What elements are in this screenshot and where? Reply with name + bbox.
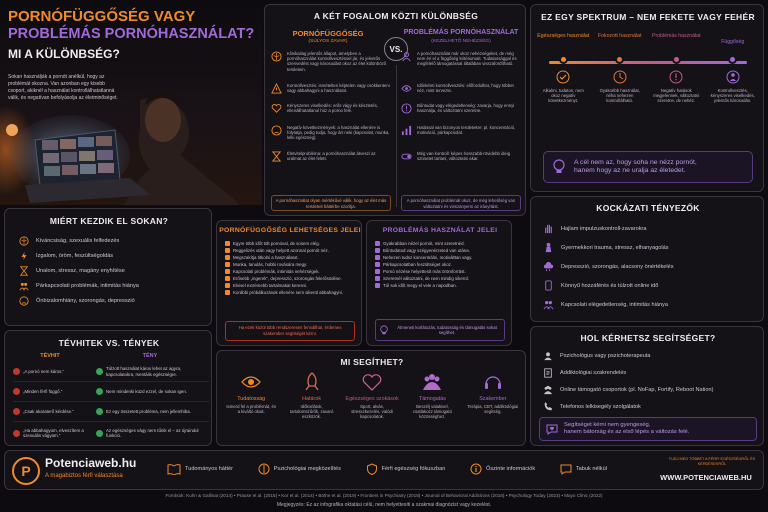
feature-item: Férfi egészség fókuszban	[366, 463, 446, 475]
help-item: Szakember Terápia, CBT, addiktológiai segítség.	[463, 371, 523, 420]
addiction-item: Negatív következmények: a használat ellenére is folytatja, pedig tudja, hogy árt neki (kapcsolat, munka, lelki egészség).	[271, 125, 391, 151]
help-item: Tudatosság Ismerd fel a problémát, és a kiváltó okait.	[221, 371, 281, 420]
brand-tagline: A magabiztos férfi választása	[45, 473, 123, 479]
divider	[396, 65, 397, 207]
sign-item: Szeretnél változtatni, de nem mindig sikerül.	[375, 275, 509, 282]
spectrum-stage: Függőség Kontrollvesztés, kényszeres viselkedés, jelentős károsodás.	[710, 39, 755, 104]
feature-item: Pszichológiai megközelítés	[258, 463, 341, 475]
sign-item: Bűntudatod vagy szégyenérzeted van utána.	[375, 247, 509, 254]
risk-panel	[530, 196, 764, 322]
footer-bar	[4, 450, 764, 490]
sources-line: Források: Kuhn & Gallinat (2014) • Prause et al. (2015) • Kor et al. (2014) • Böthe et al. (2019) • Frontiers in Psychiatry (2018) • Journal of Behavioral Addictions (2016) • Psychology Today (2023) • Mayo Clinic (2022)	[165, 493, 603, 498]
sign-item: Kapcsolati problémák, intimitás nehézségek.	[225, 268, 359, 275]
user-icon	[543, 351, 553, 361]
problem-item: Hatással van bizonyos területekre: pl. koncentráció, motiváció, párkapcsolat.	[401, 125, 521, 151]
help-quote-line1: Segítséget kérni nem gyengeség,	[564, 422, 651, 428]
footer-cta-url[interactable]: WWW.POTENCIAWEB.HU	[660, 473, 752, 482]
toggle-icon	[401, 151, 412, 162]
check-icon	[225, 262, 230, 267]
group-icon	[421, 371, 443, 393]
help-item: Egészséges szokások Sport, alvás, stresszkezelés, valódi kapcsolatok.	[342, 371, 402, 420]
problem-item: Még van kontroll: képes hosszabb-rövidebb ideig szünetet tartani, változtatni akar.	[401, 151, 521, 171]
svg-text:P: P	[21, 463, 31, 479]
why-panel	[4, 208, 212, 326]
stage-dot	[559, 55, 568, 64]
lightning-icon	[19, 251, 29, 261]
myth-row: „Ha abbahagyom, elveszítem a szexuális vágyam.” Az egészséges vágy nem tűnik el – az újraindul funkció.	[13, 422, 209, 444]
difference-title: A KÉT FOGALOM KÖZTI KÜLÖNBSÉG	[313, 11, 479, 21]
help-what-title: MI SEGÍTHET?	[340, 357, 404, 367]
sign-item: Elvisel extrémebb tartalmakat keresni.	[225, 282, 359, 289]
spectrum-stage: Problémás használat Negatív hatások megjelennek, változtatni szeretne, de nehéz.	[652, 33, 701, 104]
addiction-signs-note: Ha ezek közül több rendszeresen fennállhat, érdemes szakember segítségét kérni.	[225, 321, 355, 341]
feature-item: Tabuk nélkül	[560, 463, 607, 475]
couple-icon	[19, 281, 29, 291]
sign-item: Párkapcsolatban feszültséget okoz.	[375, 261, 509, 268]
phone-icon	[543, 280, 554, 291]
problem-items	[401, 51, 521, 171]
problem-signs-list	[375, 240, 509, 289]
check-icon	[375, 276, 380, 281]
brand-name[interactable]: Potenciaweb.hu	[45, 456, 137, 470]
why-item: Önbizalomhiány, szorongás, depresszió	[19, 293, 209, 308]
check-icon	[225, 241, 230, 246]
sad-face-icon	[19, 296, 29, 306]
check-icon	[225, 248, 230, 253]
problem-signs-note: Átmeneti korlátozás, tudatosság és támogatás sokat segíthet.	[397, 324, 497, 335]
headset-icon	[482, 371, 504, 393]
why-list	[19, 233, 209, 308]
clock-icon	[613, 70, 627, 84]
check-icon	[96, 408, 103, 415]
brain-icon	[271, 51, 282, 62]
lightbulb-icon	[379, 325, 389, 335]
check-icon	[556, 70, 570, 84]
addiction-signs-title: PORNÓFÜGGŐSÉG LEHETSÉGES JELEI	[219, 227, 361, 234]
help-where-title: HOL KÉRHETSZ SEGÍTSÉGET?	[580, 333, 716, 343]
hero	[0, 0, 262, 205]
check-icon	[96, 388, 103, 395]
risk-item: Gyermekkori trauma, stressz, elhanyagolás	[543, 238, 759, 257]
group-icon	[543, 385, 553, 395]
sign-item: Erősebb „ingerek”, depresszió, szorongás felerősödése.	[225, 275, 359, 282]
brain-icon	[19, 236, 29, 246]
help-where-item: Telefonos lelkisegély szolgálatok	[543, 398, 759, 415]
sign-item: Gyakrabban nézel pornót, mint szeretnéd.	[375, 240, 509, 247]
sign-item: Egyre több időt tölt pornóval, de sosem elég.	[225, 240, 359, 247]
addiction-item: Kontrollvesztés: ismételten képtelen vagy csökkenteni vagy abbahagyni a használatot.	[271, 83, 391, 103]
spectrum-stage: Egészséges használat Alkalmi, tudatos, nem okoz negatív következményt.	[537, 33, 590, 104]
cross-icon	[13, 388, 20, 395]
risk-list	[543, 219, 759, 314]
check-icon	[225, 255, 230, 260]
chat-heart-icon	[546, 423, 558, 435]
shield-icon	[366, 463, 378, 475]
footer-cta-small: TUDJ MEG TÖBBET A FÉRFI EGÉSZSÉGRŐL ÉS KÉRDÉSEKRŐL	[668, 457, 756, 466]
spectrum-stages	[535, 29, 761, 104]
problem-sub: (KEZELHETŐ NEHÉZSÉG)	[431, 39, 491, 44]
feature-item: Tudományos háttér	[167, 463, 233, 475]
addiction-heading: PORNÓFÜGGŐSÉG	[292, 29, 364, 38]
problem-item: Időnkénti kontrollvesztés: előfordulhat, hogy többet néz, mint tervezte.	[401, 83, 521, 103]
addiction-signs-list	[225, 240, 359, 296]
myth-col-header: TÉVHIT	[40, 353, 60, 359]
brand-logo-icon	[11, 456, 41, 486]
sign-item: Munka, tanulás, hobbi rovására megy.	[225, 261, 359, 268]
cross-icon	[13, 430, 20, 437]
brain-icon	[258, 463, 270, 475]
check-icon	[375, 241, 380, 246]
man-at-laptop-illustration	[0, 85, 262, 205]
addiction-items	[271, 51, 391, 171]
sign-item: Túl sok időt megy el vele a napodban.	[375, 282, 509, 289]
spectrum-quote	[543, 151, 753, 183]
cross-icon	[13, 368, 20, 375]
quote-line2: hanem hogy az ne uralja az életedet.	[574, 167, 686, 174]
myth-row: „Minden férfi függő.” Nem mindenki küzd ezzel, de sokan igen.	[13, 382, 209, 402]
spectrum-stage: Fokozott használat Gyakoribb használat, néha nehezen kontrollálható.	[597, 33, 642, 104]
sign-item: Pornó nézése helyettesít más örömforrást.	[375, 268, 509, 275]
stage-dot	[728, 55, 737, 64]
problem-signs-panel	[366, 220, 512, 346]
myth-row: „Csak akaraterő kérdése.” Ez egy összetett probléma, nem jellemhiba.	[13, 402, 209, 422]
check-icon	[225, 276, 230, 281]
sign-item: Nehezen tudsz koncentrálni, motiválttan vagy.	[375, 254, 509, 261]
help-where-panel	[530, 326, 764, 446]
help-item: Határok Időkorlátok, tartalomszűrők, zavaró eszközök.	[281, 371, 341, 420]
heart-icon	[361, 371, 383, 393]
cloud-icon	[543, 261, 554, 272]
stage-dot	[615, 55, 624, 64]
problem-heading: PROBLÉMÁS PORNÓHASZNÁLAT	[403, 29, 519, 36]
feature-item: Őszinte információk	[470, 463, 535, 475]
check-icon	[375, 283, 380, 288]
myth-row: „A pornó nem káros.” Túlzott használat káros lehet az agyra, kapcsolatokra, mentális egészségre.	[13, 362, 209, 382]
addiction-item: Kényszeres viselkedés: erős vágy és késztetés, ellenállhatatlanul húz a porno felé.	[271, 103, 391, 125]
lightbulb-icon	[552, 159, 566, 175]
problem-item: A pornóhasználat már okoz nehézségeket, de még nem éri el a függőség kritériumait. Tudatossággal és megfelelő támogatással általában visszafordítható.	[401, 51, 521, 83]
risk-item: Depresszió, szorongás, alacsony önértékelés	[543, 257, 759, 276]
why-item: Izgalom, öröm, feszültségoldás	[19, 248, 209, 263]
addiction-sub: (SÚLYOS ZAVAR)	[308, 39, 348, 44]
help-what-panel	[216, 350, 526, 446]
info-icon	[470, 463, 482, 475]
why-item: Unalom, stressz, magány enyhítése	[19, 263, 209, 278]
sad-face-icon	[271, 125, 282, 136]
rocket-icon	[301, 371, 323, 393]
spectrum-title: EZ EGY SPEKTRUM – NEM FEKETE VAGY FEHÉR	[541, 12, 755, 22]
hero-title-line1: PORNÓFÜGGŐSÉG VAGY	[8, 8, 196, 25]
heart-icon	[271, 103, 282, 114]
footer-features	[167, 463, 607, 475]
addiction-note: A pornóhasználat olyan mértékűvé válik, hogy az élet más területeit háttérbe szorítja.	[271, 195, 391, 211]
check-icon	[96, 368, 103, 375]
myths-panel	[4, 330, 212, 446]
check-icon	[375, 269, 380, 274]
spectrum-panel	[530, 4, 764, 192]
addiction-item: Klinikailag jelentős állapot, amelyben a pornóhasználat kontrollvesztéssel jár, és jelentős szenvedést vagy károsodást okoz az élet különböző területein.	[271, 51, 391, 83]
help-quote-line2: hanem bátorság és az első lépés a változás felé.	[564, 429, 690, 435]
sign-item: Korábbi próbálkozások ellenére sem sikerül abbahagyni.	[225, 289, 359, 296]
book-icon	[167, 463, 181, 475]
chat-icon	[560, 463, 572, 475]
fact-col-header: TÉNY	[142, 353, 158, 359]
alert-icon	[401, 103, 412, 114]
check-icon	[225, 290, 230, 295]
help-what-items	[221, 371, 523, 420]
addiction-signs-panel	[216, 220, 362, 346]
help-where-item: Pszichológus vagy pszichoterapeuta	[543, 347, 759, 364]
quote-line1: A cél nem az, hogy soha ne nézz pornót,	[574, 158, 697, 166]
hand-icon	[543, 223, 554, 234]
help-where-item: Online támogató csoportok (pl. NoFap, Fortify, Reboot Nation)	[543, 381, 759, 398]
hero-title-line2: PROBLÉMÁS PORNÓHASZNÁLAT?	[8, 26, 255, 42]
check-icon	[375, 262, 380, 267]
doc-icon	[543, 368, 553, 378]
help-item: Támogatás Beszélj valakivel, csatlakozz támogató közösséghez.	[402, 371, 462, 420]
check-icon	[375, 248, 380, 253]
problem-item: Bűntudat vagy elégedetlenség: zavarja, hogy ennyi használja, és változtatni szeretne.	[401, 103, 521, 125]
addiction-item: Életvitelprobléma: a pornóhasználat átveszi az uralmat az élet felett.	[271, 151, 391, 171]
person-icon	[726, 70, 740, 84]
check-icon	[96, 430, 103, 437]
help-where-quote	[539, 417, 757, 441]
risk-title: KOCKÁZATI TÉNYEZŐK	[596, 203, 700, 213]
eye-icon	[401, 83, 412, 94]
phone-icon	[543, 402, 553, 412]
sign-item: Megszakítja titkolni a használatot.	[225, 254, 359, 261]
eye-icon	[240, 371, 262, 393]
warning-icon	[271, 83, 282, 94]
risk-item: Hajlam impulzuskontroll-zavarokra	[543, 219, 759, 238]
stage-dot	[672, 55, 681, 64]
risk-item: Könnyű hozzáférés és túlzott online idő	[543, 276, 759, 295]
child-icon	[543, 242, 554, 253]
problem-signs-note-box	[375, 319, 505, 341]
myths-title: TÉVHITEK VS. TÉNYEK	[58, 338, 160, 348]
sign-item: Reggelizés után vagy helyett azonnal pornót néz.	[225, 247, 359, 254]
check-icon	[225, 283, 230, 288]
hourglass-icon	[19, 266, 29, 276]
difference-panel	[264, 4, 526, 216]
disclaimer-line: Megjegyzés: Ez az infografika oktatási célú, nem helyettesíti a szakmai diagnózist vagy kezelést.	[276, 502, 492, 508]
problem-signs-title: PROBLÉMÁS HASZNÁLAT JELEI	[382, 227, 498, 234]
check-icon	[225, 269, 230, 274]
hero-intro: Sokan használják a pornót anélkül, hogy az problémát okozna. Van azonban egy kisebb csoport, akiknél a használat kontrollálhatatlanná válik, és negatívan befolyásolja az életminőséget.	[8, 74, 118, 101]
why-title: MIÉRT KEZDIK EL SOKAN?	[49, 216, 169, 226]
hourglass-icon	[271, 151, 282, 162]
cross-icon	[13, 408, 20, 415]
person-icon	[401, 51, 412, 62]
help-where-item: Addiktológiai szakrendelés	[543, 364, 759, 381]
why-item: Párkapcsolati problémák, intimitás hiánya	[19, 278, 209, 293]
alert-icon	[669, 70, 683, 84]
problem-note: A pornóhasználat problémát okoz, de még lehetőség van változtatni és visszanyerni az irányítást.	[401, 195, 521, 211]
couple-icon	[543, 299, 554, 310]
chart-icon	[401, 125, 412, 136]
help-where-list	[543, 347, 759, 415]
hero-title-line3: MI A KÜLÖNBSÉG?	[8, 47, 120, 61]
why-item: Kíváncsiság, szexuális felfedezés	[19, 233, 209, 248]
vs-badge: VS.	[384, 37, 408, 61]
myths-rows	[13, 362, 209, 444]
check-icon	[375, 255, 380, 260]
risk-item: Kapcsolati elégedetlenség, intimitás hiánya	[543, 295, 759, 314]
